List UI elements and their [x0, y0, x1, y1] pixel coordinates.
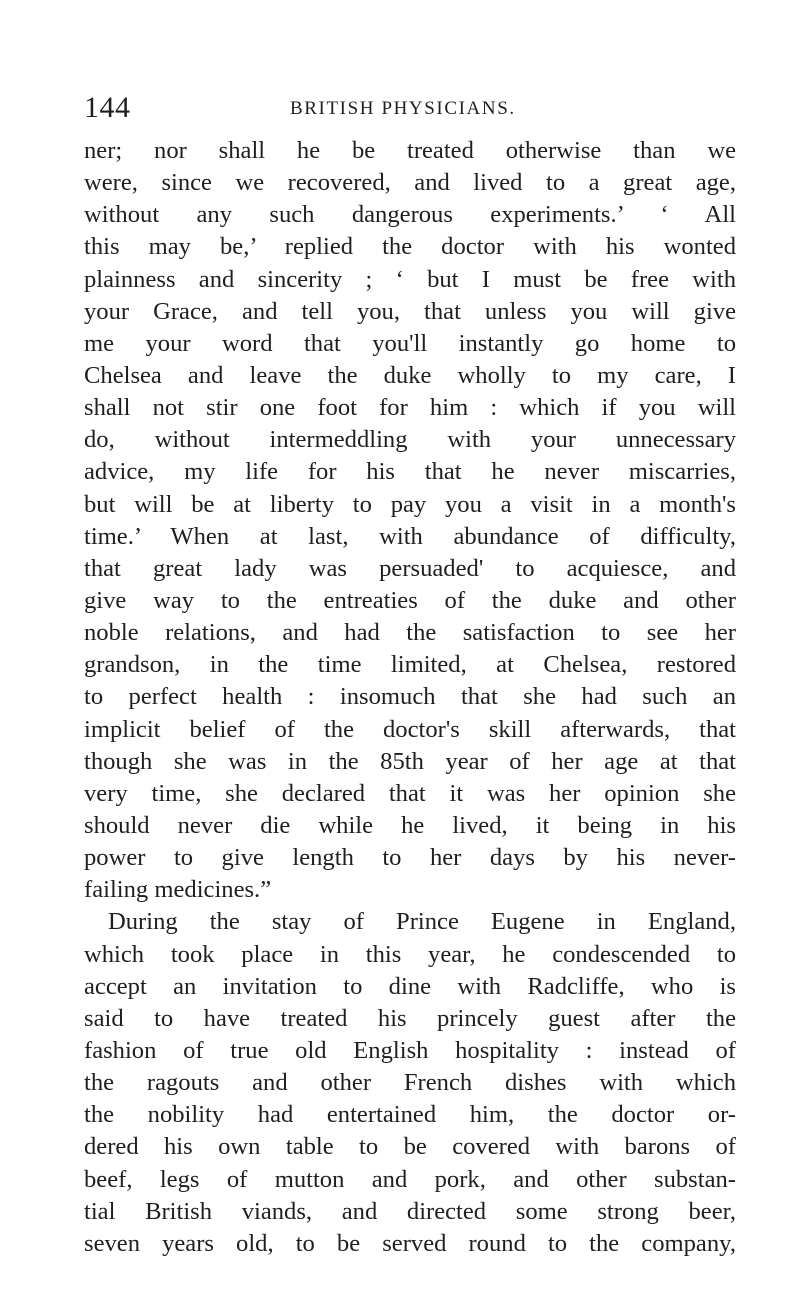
text-line: that great lady was persuaded' to acquiesce, and: [84, 554, 736, 582]
text-line: to perfect health : insomuch that she had such an: [84, 683, 736, 711]
text-line: very time, she declared that it was her opinion she: [84, 779, 736, 807]
text-line: this may be,’ replied the doctor with his wonted: [84, 233, 736, 261]
text-line: Chelsea and leave the duke wholly to my care, I: [84, 361, 736, 389]
running-head: [84, 90, 736, 126]
text-line: time.’ When at last, with abundance of difficulty,: [84, 522, 736, 550]
text-line: advice, my life for his that he never miscarries,: [84, 458, 736, 486]
text-line: seven years old, to be served round to the company,: [84, 1229, 736, 1257]
text-line: but will be at liberty to pay you a visit in a month's: [84, 490, 736, 518]
text-line: plainness and sincerity ; ‘ but I must be free with: [84, 265, 736, 293]
text-line: ner; nor shall he be treated otherwise than we: [84, 137, 736, 164]
text-line: me your word that you'll instantly go home to: [84, 329, 736, 357]
text-line: which took place in this year, he condescended to: [84, 940, 736, 968]
body-text: [84, 135, 736, 1260]
text-line: noble relations, and had the satisfaction to see her: [84, 619, 736, 647]
text-line: the ragouts and other French dishes with which: [84, 1069, 736, 1097]
text-line: tial British viands, and directed some strong beer,: [84, 1197, 736, 1225]
text-line: power to give length to her days by his never-: [84, 844, 736, 872]
text-line: failing medicines.”: [84, 876, 272, 904]
text-line: though she was in the 85th year of her age at that: [84, 747, 736, 775]
text-line: accept an invitation to dine with Radcliffe, who is: [84, 972, 736, 1000]
text-line: shall not stir one foot for him : which if you will: [84, 394, 736, 422]
text-line: fashion of true old English hospitality : instead of: [84, 1036, 736, 1064]
text-line: beef, legs of mutton and pork, and other substan-: [84, 1165, 736, 1193]
paragraph-start-line: During the stay of Prince Eugene in England,: [108, 908, 736, 936]
text-line: implicit belief of the doctor's skill afterwards, that: [84, 715, 736, 743]
text-line: without any such dangerous experiments.’ ‘ All: [84, 201, 736, 229]
page-number: 144: [84, 91, 131, 124]
text-line: said to have treated his princely guest after the: [84, 1004, 736, 1032]
text-line: give way to the entreaties of the duke and other: [84, 586, 736, 614]
text-line: were, since we recovered, and lived to a great age,: [84, 169, 736, 197]
text-line: dered his own table to be covered with barons of: [84, 1133, 736, 1161]
text-line: do, without intermeddling with your unnecessary: [84, 426, 736, 454]
text-line: the nobility had entertained him, the doctor or-: [84, 1101, 736, 1129]
text-line: your Grace, and tell you, that unless you will give: [84, 297, 736, 325]
text-line: grandson, in the time limited, at Chelsea, restored: [84, 651, 736, 679]
running-head-title: BRITISH PHYSICIANS.: [290, 98, 516, 119]
text-line: should never die while he lived, it being in his: [84, 811, 736, 839]
